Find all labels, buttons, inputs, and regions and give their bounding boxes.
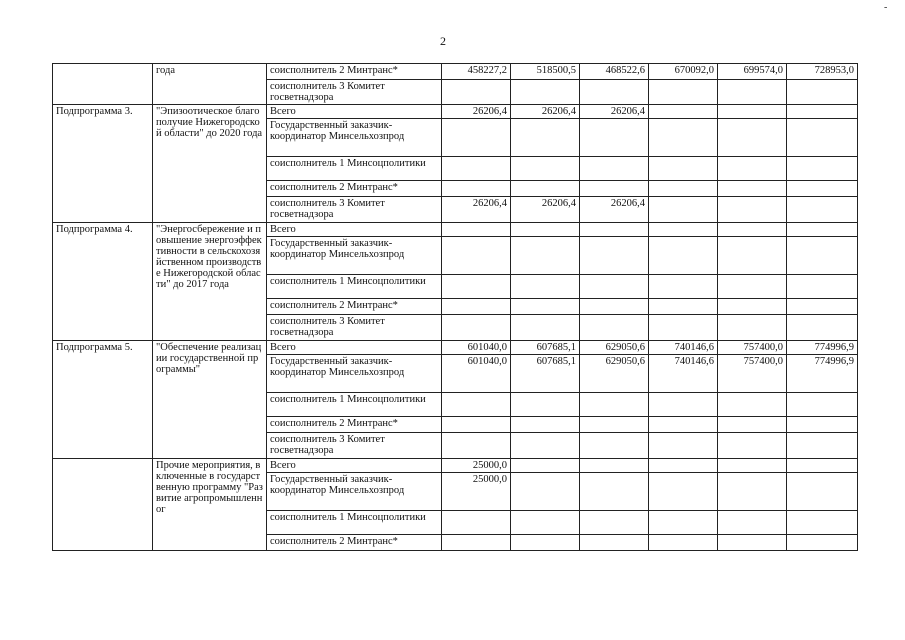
- table-row: [53, 105, 858, 119]
- funding-value-cell: 740146,6: [649, 355, 718, 393]
- funding-value-cell: [442, 417, 511, 433]
- funding-value-cell: [580, 237, 649, 275]
- funding-value-cell: [718, 80, 787, 105]
- funding-value-cell: [718, 535, 787, 551]
- funding-value-cell: [580, 275, 649, 299]
- funding-value-cell: [511, 417, 580, 433]
- funding-value-cell: 26206,4: [511, 105, 580, 119]
- funding-value-cell: [718, 197, 787, 223]
- executor-role-cell: соисполнитель 1 Минсоцполитики: [267, 393, 442, 417]
- funding-value-cell: [580, 119, 649, 157]
- funding-value-cell: 757400,0: [718, 341, 787, 355]
- funding-value-cell: [718, 181, 787, 197]
- funding-value-cell: [787, 315, 858, 341]
- funding-value-cell: [580, 315, 649, 341]
- funding-value-cell: [787, 459, 858, 473]
- funding-value-cell: [511, 473, 580, 511]
- funding-value-cell: 26206,4: [442, 105, 511, 119]
- funding-value-cell: [442, 237, 511, 275]
- funding-value-cell: [649, 181, 718, 197]
- subprogram-title-cell: "Энергосбережение и повышение энергоэффективности в сельскохозяйственном производстве Нижегородской области" до 2017 года: [153, 223, 267, 341]
- funding-value-cell: [511, 119, 580, 157]
- funding-value-cell: [718, 223, 787, 237]
- funding-value-cell: 607685,1: [511, 341, 580, 355]
- funding-value-cell: [718, 459, 787, 473]
- funding-value-cell: [787, 275, 858, 299]
- funding-value-cell: [649, 157, 718, 181]
- funding-value-cell: [511, 299, 580, 315]
- executor-role-cell: Всего: [267, 341, 442, 355]
- funding-value-cell: [511, 433, 580, 459]
- executor-role-cell: Государственный заказчик-координатор Минсельхозпрод: [267, 473, 442, 511]
- subprogram-title-cell: года: [153, 64, 267, 105]
- funding-value-cell: [442, 315, 511, 341]
- funding-value-cell: [511, 459, 580, 473]
- subprogram-title-cell: "Эпизоотическое благополучие Нижегородской области" до 2020 года: [153, 105, 267, 223]
- funding-value-cell: [580, 473, 649, 511]
- funding-value-cell: [649, 315, 718, 341]
- funding-value-cell: [580, 80, 649, 105]
- funding-value-cell: [649, 197, 718, 223]
- funding-value-cell: 774996,9: [787, 355, 858, 393]
- funding-value-cell: [787, 473, 858, 511]
- funding-value-cell: [580, 433, 649, 459]
- funding-value-cell: [787, 119, 858, 157]
- budget-table-body: [53, 64, 858, 551]
- funding-value-cell: 757400,0: [718, 355, 787, 393]
- subprogram-number-cell: [53, 459, 153, 551]
- funding-value-cell: [787, 237, 858, 275]
- table-row: [53, 223, 858, 237]
- funding-value-cell: 601040,0: [442, 341, 511, 355]
- executor-role-cell: соисполнитель 1 Минсоцполитики: [267, 157, 442, 181]
- funding-value-cell: [442, 119, 511, 157]
- funding-value-cell: 629050,6: [580, 355, 649, 393]
- funding-value-cell: [649, 237, 718, 275]
- executor-role-cell: Государственный заказчик-координатор Минсельхозпрод: [267, 237, 442, 275]
- executor-role-cell: соисполнитель 3 Комитет госветнадзора: [267, 197, 442, 223]
- funding-value-cell: [511, 181, 580, 197]
- corner-mark: -: [884, 2, 888, 13]
- funding-value-cell: 774996,9: [787, 341, 858, 355]
- executor-role-cell: Всего: [267, 459, 442, 473]
- funding-value-cell: [787, 393, 858, 417]
- funding-value-cell: [787, 80, 858, 105]
- funding-value-cell: [718, 473, 787, 511]
- funding-value-cell: [580, 157, 649, 181]
- executor-role-cell: соисполнитель 3 Комитет госветнадзора: [267, 80, 442, 105]
- funding-value-cell: [649, 417, 718, 433]
- funding-value-cell: [442, 535, 511, 551]
- funding-value-cell: [649, 393, 718, 417]
- funding-value-cell: [787, 417, 858, 433]
- funding-value-cell: [580, 299, 649, 315]
- executor-role-cell: соисполнитель 1 Минсоцполитики: [267, 511, 442, 535]
- funding-value-cell: [718, 433, 787, 459]
- subprogram-number-cell: Подпрограмма 4.: [53, 223, 153, 341]
- funding-value-cell: [511, 275, 580, 299]
- funding-value-cell: [511, 157, 580, 181]
- funding-value-cell: [718, 315, 787, 341]
- table-row: [53, 341, 858, 355]
- funding-value-cell: 601040,0: [442, 355, 511, 393]
- funding-value-cell: [787, 511, 858, 535]
- funding-value-cell: [511, 511, 580, 535]
- funding-value-cell: [649, 535, 718, 551]
- funding-value-cell: [787, 197, 858, 223]
- funding-value-cell: 518500,5: [511, 64, 580, 80]
- funding-value-cell: 468522,6: [580, 64, 649, 80]
- executor-role-cell: Государственный заказчик-координатор Минсельхозпрод: [267, 355, 442, 393]
- funding-value-cell: 629050,6: [580, 341, 649, 355]
- funding-value-cell: [580, 181, 649, 197]
- funding-value-cell: [649, 119, 718, 157]
- funding-value-cell: [580, 223, 649, 237]
- executor-role-cell: соисполнитель 1 Минсоцполитики: [267, 275, 442, 299]
- executor-role-cell: соисполнитель 2 Минтранс*: [267, 64, 442, 80]
- funding-value-cell: 670092,0: [649, 64, 718, 80]
- executor-role-cell: Государственный заказчик-координатор Минсельхозпрод: [267, 119, 442, 157]
- funding-value-cell: [442, 181, 511, 197]
- funding-value-cell: [718, 275, 787, 299]
- funding-value-cell: [787, 105, 858, 119]
- table-row: [53, 459, 858, 473]
- executor-role-cell: соисполнитель 2 Минтранс*: [267, 417, 442, 433]
- funding-value-cell: [649, 511, 718, 535]
- executor-role-cell: Всего: [267, 223, 442, 237]
- funding-value-cell: [442, 393, 511, 417]
- funding-value-cell: [511, 535, 580, 551]
- funding-value-cell: [649, 80, 718, 105]
- funding-value-cell: [442, 223, 511, 237]
- funding-value-cell: [718, 119, 787, 157]
- funding-value-cell: [511, 315, 580, 341]
- subprogram-number-cell: Подпрограмма 3.: [53, 105, 153, 223]
- funding-value-cell: [787, 157, 858, 181]
- funding-value-cell: 607685,1: [511, 355, 580, 393]
- funding-value-cell: [580, 417, 649, 433]
- funding-value-cell: [442, 511, 511, 535]
- funding-value-cell: [718, 157, 787, 181]
- executor-role-cell: соисполнитель 3 Комитет госветнадзора: [267, 315, 442, 341]
- table-row: [53, 64, 858, 80]
- funding-value-cell: 458227,2: [442, 64, 511, 80]
- subprogram-title-cell: "Обеспечение реализации государственной программы": [153, 341, 267, 459]
- funding-value-cell: [649, 275, 718, 299]
- subprogram-number-cell: Подпрограмма 5.: [53, 341, 153, 459]
- executor-role-cell: соисполнитель 2 Минтранс*: [267, 535, 442, 551]
- funding-value-cell: [718, 417, 787, 433]
- funding-value-cell: [787, 181, 858, 197]
- funding-value-cell: [718, 105, 787, 119]
- funding-value-cell: [649, 473, 718, 511]
- executor-role-cell: соисполнитель 3 Комитет госветнадзора: [267, 433, 442, 459]
- funding-value-cell: [718, 299, 787, 315]
- funding-value-cell: [580, 511, 649, 535]
- funding-value-cell: [511, 223, 580, 237]
- funding-value-cell: 26206,4: [580, 105, 649, 119]
- funding-value-cell: [442, 433, 511, 459]
- funding-value-cell: [718, 393, 787, 417]
- funding-value-cell: [649, 223, 718, 237]
- funding-value-cell: 26206,4: [511, 197, 580, 223]
- funding-value-cell: [580, 393, 649, 417]
- funding-value-cell: 26206,4: [442, 197, 511, 223]
- funding-value-cell: [649, 433, 718, 459]
- funding-value-cell: 740146,6: [649, 341, 718, 355]
- funding-value-cell: 699574,0: [718, 64, 787, 80]
- executor-role-cell: соисполнитель 2 Минтранс*: [267, 299, 442, 315]
- executor-role-cell: соисполнитель 2 Минтранс*: [267, 181, 442, 197]
- funding-value-cell: [442, 80, 511, 105]
- subprogram-title-cell: Прочие мероприятия, включенные в государственную программу "Развитие агропромышленног: [153, 459, 267, 551]
- funding-value-cell: [718, 237, 787, 275]
- funding-value-cell: [787, 433, 858, 459]
- subprogram-number-cell: [53, 64, 153, 105]
- funding-value-cell: [649, 299, 718, 315]
- funding-value-cell: [649, 459, 718, 473]
- funding-value-cell: [442, 299, 511, 315]
- funding-value-cell: 26206,4: [580, 197, 649, 223]
- funding-value-cell: [649, 105, 718, 119]
- funding-value-cell: [442, 275, 511, 299]
- page-number: 2: [440, 34, 446, 48]
- budget-table: [52, 63, 858, 551]
- funding-value-cell: [580, 459, 649, 473]
- funding-value-cell: [787, 223, 858, 237]
- funding-value-cell: [511, 393, 580, 417]
- funding-value-cell: [442, 157, 511, 181]
- funding-value-cell: [511, 237, 580, 275]
- funding-value-cell: 25000,0: [442, 473, 511, 511]
- funding-value-cell: 25000,0: [442, 459, 511, 473]
- funding-value-cell: [787, 299, 858, 315]
- executor-role-cell: Всего: [267, 105, 442, 119]
- funding-value-cell: 728953,0: [787, 64, 858, 80]
- funding-value-cell: [718, 511, 787, 535]
- funding-value-cell: [787, 535, 858, 551]
- funding-value-cell: [580, 535, 649, 551]
- funding-value-cell: [511, 80, 580, 105]
